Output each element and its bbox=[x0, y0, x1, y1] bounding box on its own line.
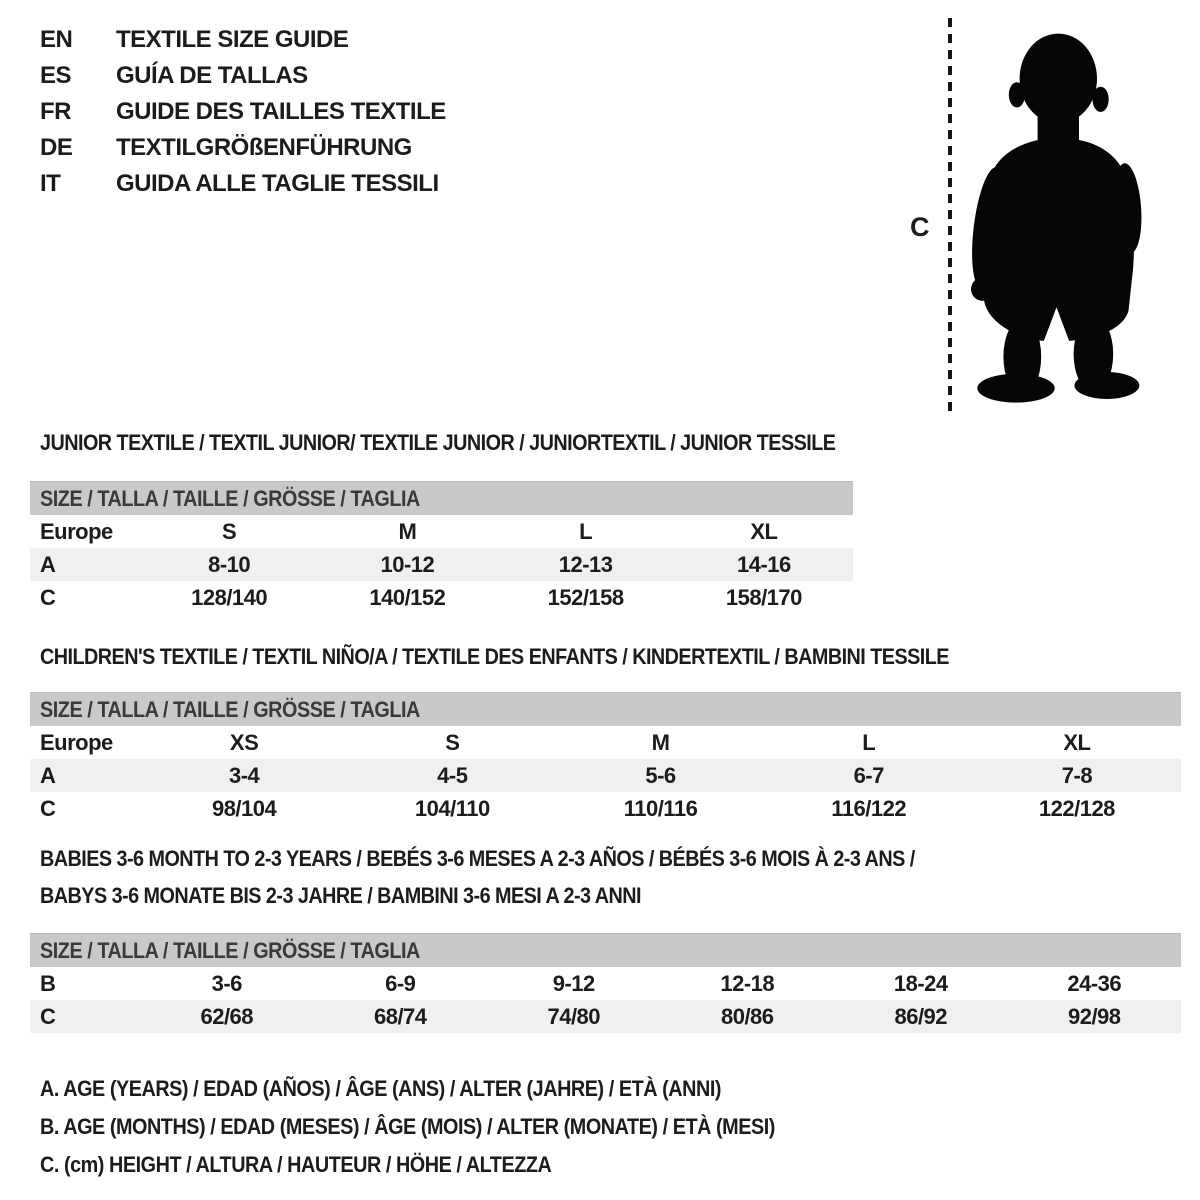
table-cell: 110/116 bbox=[623, 795, 698, 821]
measurement-legend bbox=[40, 1070, 857, 1184]
children-title-text: CHILDREN'S TEXTILE / TEXTIL NIÑO/A / TEXTILE DES ENFANTS / KINDERTEXTIL / BAMBINI TESSILE bbox=[40, 644, 949, 669]
row-label-cell: A bbox=[40, 762, 56, 788]
lang-code: EN bbox=[40, 26, 73, 53]
lang-row-fr bbox=[40, 94, 446, 130]
table-cell: 104/110 bbox=[414, 795, 490, 821]
lang-title: TEXTILE SIZE GUIDE bbox=[116, 26, 349, 53]
lang-title: TEXTILGRÖßENFÜHRUNG bbox=[116, 134, 412, 161]
lang-row-it bbox=[40, 166, 446, 202]
region-label-cell: Europe bbox=[40, 729, 113, 755]
table-row-height bbox=[30, 1000, 1181, 1033]
size-header-label: SIZE / TALLA / TAILLE / GRÖSSE / TAGLIA bbox=[40, 486, 420, 511]
table-cell: 12-13 bbox=[558, 551, 613, 577]
region-label-cell: Europe bbox=[40, 518, 113, 544]
size-column-cell: L bbox=[862, 729, 876, 755]
lang-row-en bbox=[40, 22, 446, 58]
table-cell: 4-5 bbox=[437, 762, 468, 788]
babies-title-text-line2: BABYS 3-6 MONATE BIS 2-3 JAHRE / BAMBINI 3-6 MESI A 2-3 ANNI bbox=[40, 883, 641, 908]
height-measure-label: C bbox=[910, 212, 930, 242]
table-cell: 12-18 bbox=[720, 970, 775, 996]
size-column-cell: XS bbox=[229, 729, 259, 755]
legend-line-b bbox=[40, 1108, 857, 1146]
table-cell: 10-12 bbox=[380, 551, 435, 577]
table-cell: 24-36 bbox=[1067, 970, 1122, 996]
size-column-cell: XL bbox=[750, 518, 778, 544]
table-cell: 116/122 bbox=[831, 795, 907, 821]
lang-title: GUIDE DES TAILLES TEXTILE bbox=[116, 98, 446, 125]
toddler-silhouette-icon bbox=[962, 13, 1142, 425]
junior-title-text: JUNIOR TEXTILE / TEXTIL JUNIOR/ TEXTILE JUNIOR / JUNIORTEXTIL / JUNIOR TESSILE bbox=[40, 430, 836, 455]
table-cell: 140/152 bbox=[369, 584, 446, 610]
lang-title: GUÍA DE TALLAS bbox=[116, 62, 308, 89]
table-cell: 9-12 bbox=[552, 970, 595, 996]
lang-code: IT bbox=[40, 170, 61, 197]
table-row-sizes bbox=[30, 515, 853, 548]
table-cell: 68/74 bbox=[373, 1003, 427, 1029]
row-label-cell: A bbox=[40, 551, 56, 577]
table-cell: 128/140 bbox=[191, 584, 268, 610]
lang-code: FR bbox=[40, 98, 71, 125]
children-section-title bbox=[40, 644, 1050, 670]
size-column-cell: M bbox=[398, 518, 417, 544]
table-row-age bbox=[30, 759, 1181, 792]
table-cell: 3-4 bbox=[228, 762, 260, 788]
height-measure-dashed-line bbox=[948, 18, 952, 416]
table-row-height bbox=[30, 792, 1181, 825]
lang-code: DE bbox=[40, 134, 73, 161]
babies-section-title-line1 bbox=[40, 846, 1012, 872]
size-header-bar bbox=[30, 481, 853, 515]
lang-title: GUIDA ALLE TAGLIE TESSILI bbox=[116, 170, 439, 197]
lang-row-de bbox=[40, 130, 446, 166]
table-cell: 7-8 bbox=[1061, 762, 1093, 788]
size-header-bar bbox=[30, 933, 1181, 967]
row-label-cell: C bbox=[40, 795, 56, 821]
legend-text-a: A. AGE (YEARS) / EDAD (AÑOS) / ÂGE (ANS) / ALTER (JAHRE) / ETÀ (ANNI) bbox=[40, 1076, 722, 1101]
table-row-height bbox=[30, 581, 853, 614]
table-cell: 18-24 bbox=[893, 970, 948, 996]
table-cell: 3-6 bbox=[211, 970, 242, 996]
junior-section-title bbox=[40, 430, 924, 456]
junior-size-table bbox=[30, 481, 853, 614]
size-header-bar bbox=[30, 692, 1181, 726]
legend-line-c bbox=[40, 1146, 857, 1184]
size-header-label: SIZE / TALLA / TAILLE / GRÖSSE / TAGLIA bbox=[40, 697, 420, 722]
legend-text-c: C. (cm) HEIGHT / ALTURA / HAUTEUR / HÖHE / ALTEZZA bbox=[40, 1152, 552, 1177]
row-label-cell: C bbox=[40, 1003, 56, 1029]
table-cell: 14-16 bbox=[736, 551, 791, 577]
table-cell: 152/158 bbox=[547, 584, 624, 610]
size-column-cell: S bbox=[445, 729, 460, 755]
table-cell: 86/92 bbox=[894, 1003, 948, 1029]
legend-line-a bbox=[40, 1070, 857, 1108]
lang-row-es bbox=[40, 58, 446, 94]
row-label-cell: B bbox=[40, 970, 56, 996]
babies-title-text-line1: BABIES 3-6 MONTH TO 2-3 YEARS / BEBÉS 3-6 MESES A 2-3 AÑOS / BÉBÉS 3-6 MOIS À 2-3 ANS / bbox=[40, 846, 915, 871]
row-label-cell: C bbox=[40, 584, 56, 610]
size-column-cell: S bbox=[222, 518, 237, 544]
table-row-sizes bbox=[30, 726, 1181, 759]
table-cell: 98/104 bbox=[211, 795, 277, 821]
table-cell: 8-10 bbox=[208, 551, 251, 577]
table-cell: 158/170 bbox=[725, 584, 802, 610]
babies-section-title-line2 bbox=[40, 883, 708, 909]
size-header-label: SIZE / TALLA / TAILLE / GRÖSSE / TAGLIA bbox=[40, 938, 420, 963]
table-cell: 74/80 bbox=[547, 1003, 601, 1029]
size-column-cell: M bbox=[651, 729, 670, 755]
table-cell: 92/98 bbox=[1067, 1003, 1121, 1029]
table-cell: 122/128 bbox=[1038, 795, 1115, 821]
table-cell: 62/68 bbox=[200, 1003, 254, 1029]
children-size-table bbox=[30, 692, 1181, 825]
table-row-age bbox=[30, 548, 853, 581]
size-column-cell: L bbox=[579, 518, 593, 544]
size-column-cell: XL bbox=[1063, 729, 1091, 755]
lang-code: ES bbox=[40, 62, 72, 89]
table-row-months bbox=[30, 967, 1181, 1000]
legend-text-b: B. AGE (MONTHS) / EDAD (MESES) / ÂGE (MOIS) / ALTER (MONATE) / ETÀ (MESI) bbox=[40, 1114, 775, 1139]
table-cell: 6-9 bbox=[385, 970, 416, 996]
table-cell: 5-6 bbox=[645, 762, 676, 788]
table-cell: 80/86 bbox=[720, 1003, 774, 1029]
table-cell: 6-7 bbox=[853, 762, 884, 788]
babies-size-table bbox=[30, 933, 1181, 1033]
language-title-list bbox=[40, 22, 446, 202]
